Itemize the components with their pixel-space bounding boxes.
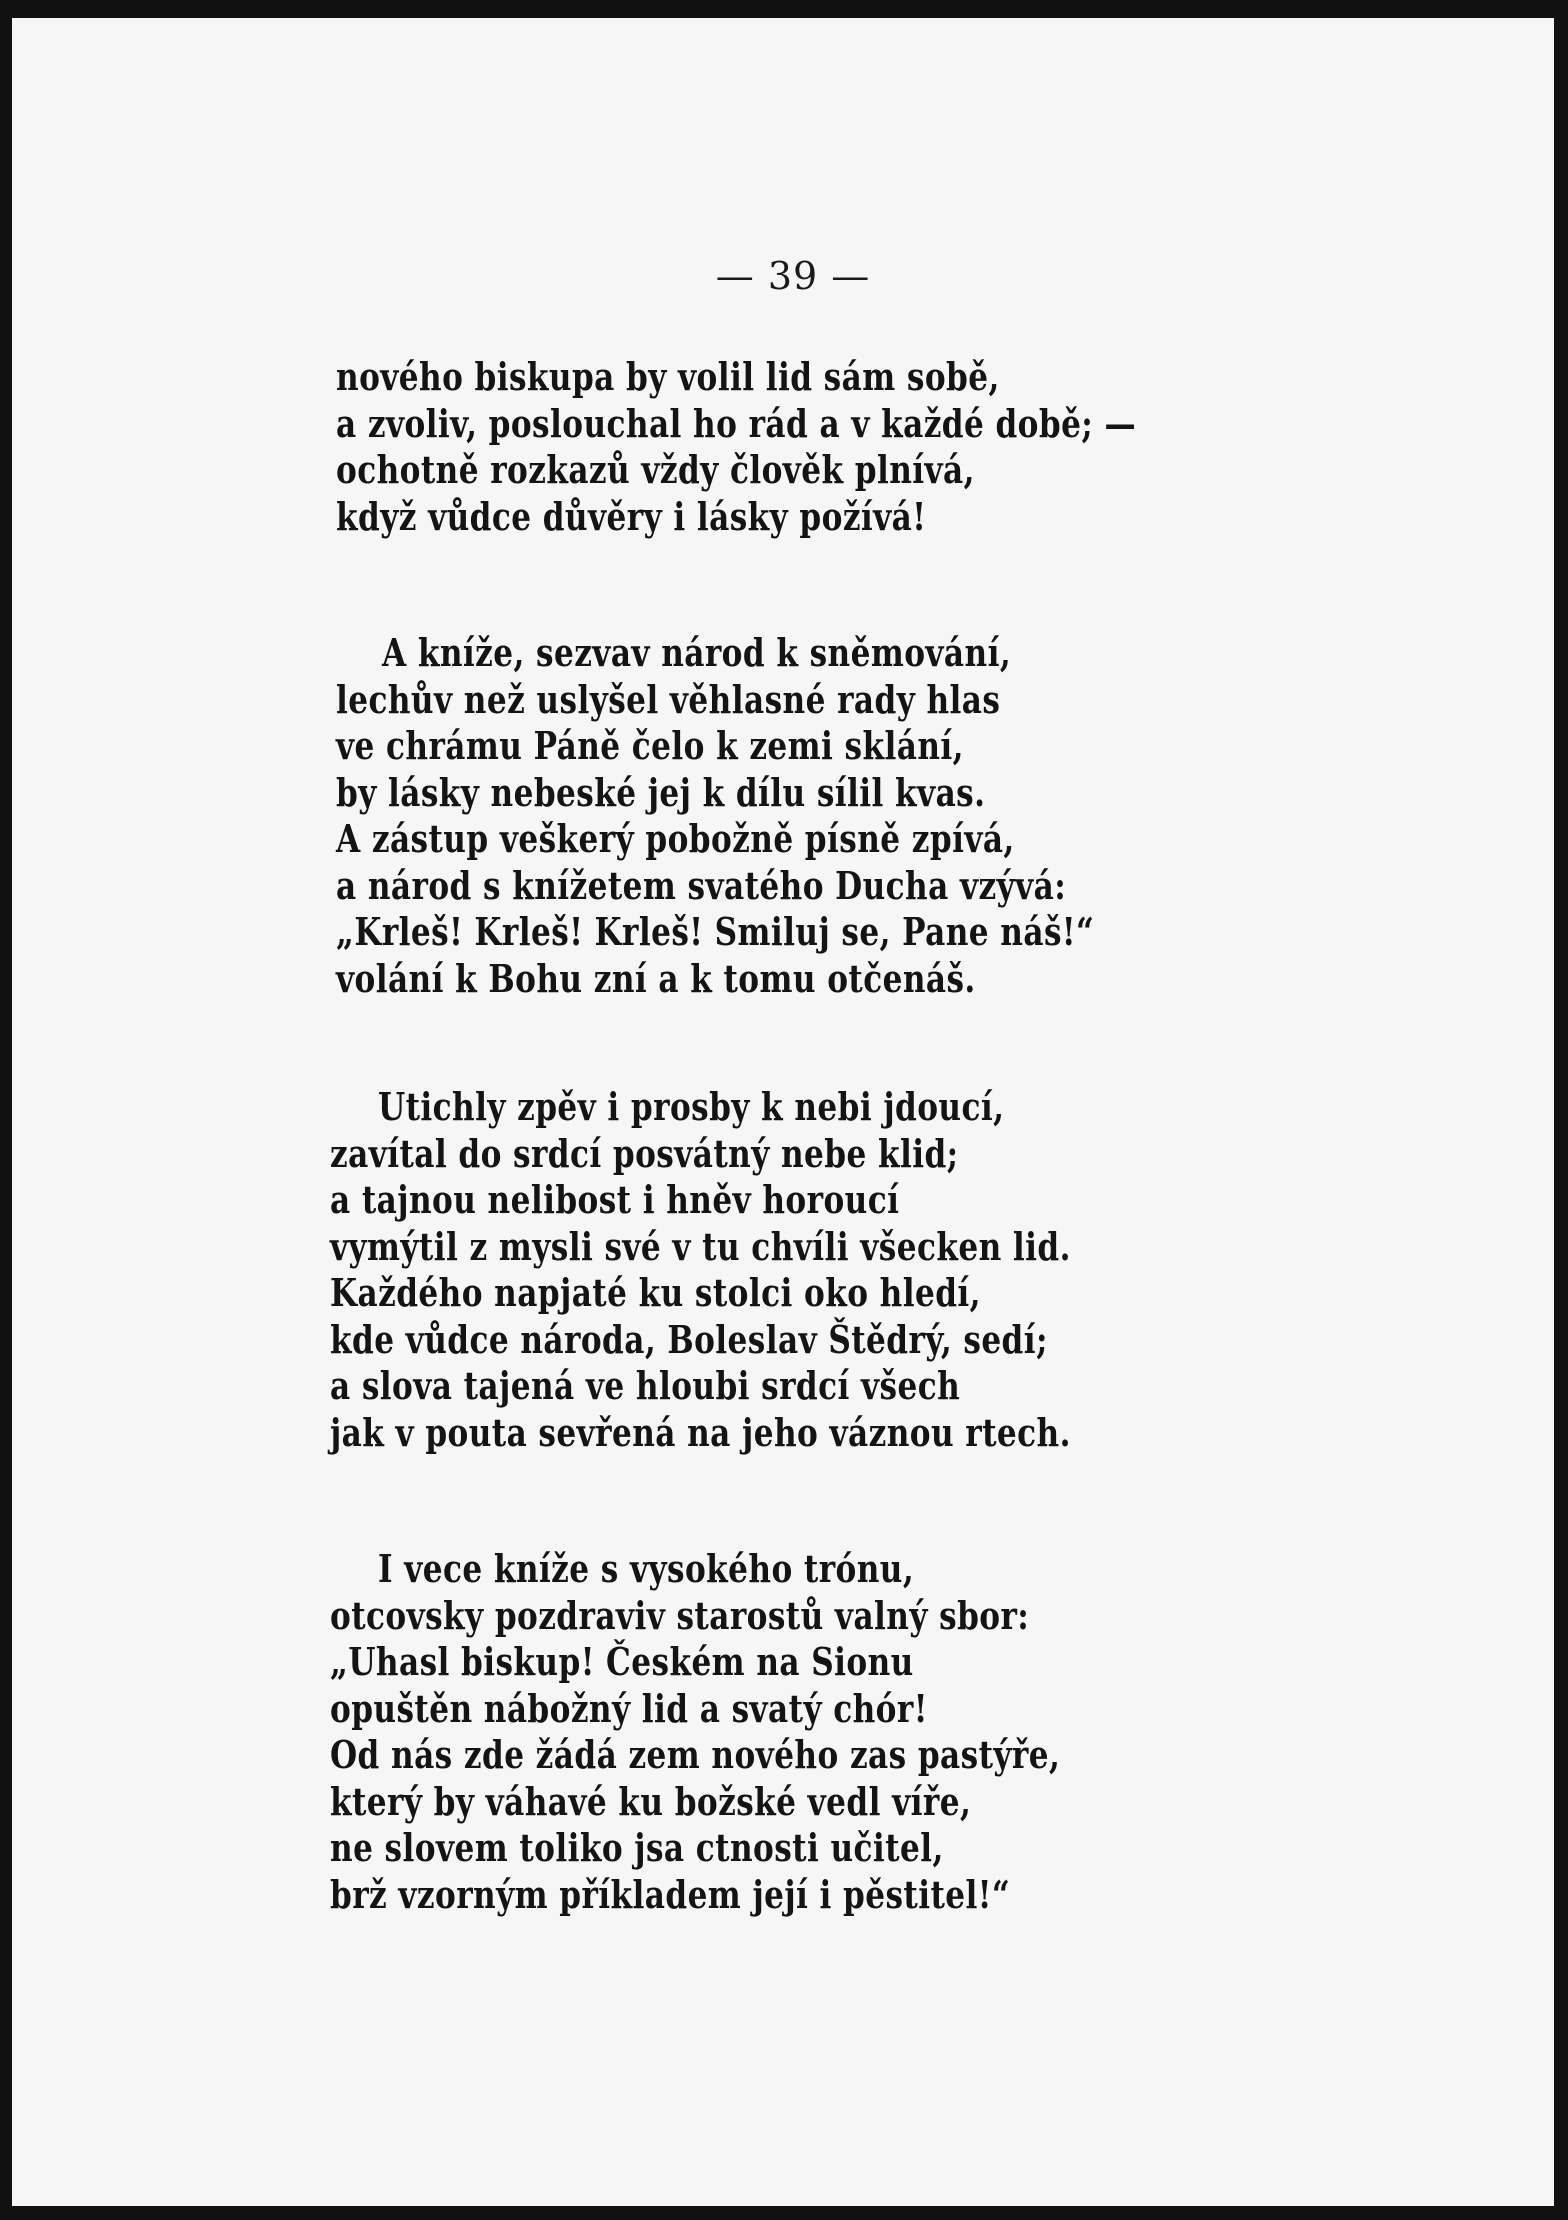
verse-line: opuštěn nábožný lid a svatý chór! <box>330 1685 928 1731</box>
verse-line: a zvoliv, poslouchal ho rád a v každé době; — <box>336 400 1137 446</box>
verse-line: A kníže, sezvav národ k sněmování, <box>382 630 1012 675</box>
verse-line: a národ s knížetem svatého Ducha vzývá: <box>336 862 1067 908</box>
verse-line: otcovsky pozdraviv starostů valný sbor: <box>330 1592 1030 1638</box>
verse-line: Od nás zde žádá zem nového zas pastýře, <box>330 1732 1061 1777</box>
verse-line: „Krleš! Krleš! Krleš! Smiluj se, Pane náš!“ <box>336 909 1095 954</box>
verse-line: by lásky nebeské jej k dílu sílil kvas. <box>336 769 986 815</box>
verse-line: A zástup veškerý pobožně písně zpívá, <box>336 816 1015 861</box>
verse-line: vymýtil z mysli své v tu chvíli všecken lid. <box>330 1223 1071 1269</box>
verse-line: a slova tajená ve hloubi srdcí všech <box>330 1363 961 1408</box>
verse-line: Utichly zpěv i prosby k nebi jdoucí, <box>378 1084 1005 1129</box>
verse-line: ve chrámu Páně čelo k zemi sklání, <box>336 723 964 768</box>
verse-line: ochotně rozkazů vždy člověk plnívá, <box>336 447 975 492</box>
verse-line: volání k Bohu zní a k tomu otčenáš. <box>336 955 976 1001</box>
verse-line: jak v pouta sevřená na jeho váznou rtech. <box>330 1409 1071 1455</box>
verse-line: lechův než uslyšel věhlasné rady hlas <box>336 676 1001 722</box>
verse-line: a tajnou nelibost i hněv horoucí <box>330 1177 900 1222</box>
page-number: — 39 — <box>715 254 871 298</box>
verse-line: I vece kníže s vysokého trónu, <box>378 1546 915 1591</box>
verse-line: „Uhasl biskup! Českém na Sionu <box>330 1639 914 1684</box>
verse-line: kde vůdce národa, Boleslav Štědrý, sedí; <box>330 1316 1048 1362</box>
verse-line: když vůdce důvěry i lásky požívá! <box>336 493 927 539</box>
verse-line: zavítal do srdcí posvátný nebe klid; <box>330 1130 959 1176</box>
verse-line: brž vzorným příkladem její i pěstitel!“ <box>330 1871 1011 1917</box>
verse-line: Každého napjaté ku stolci oko hledí, <box>330 1270 981 1315</box>
book-page <box>12 18 1554 2206</box>
verse-line: ne slovem toliko jsa ctnosti učitel, <box>330 1825 944 1870</box>
verse-line: který by váhavé ku božské vedl víře, <box>330 1778 972 1824</box>
verse-line: nového biskupa by volil lid sám sobě, <box>336 354 1000 399</box>
